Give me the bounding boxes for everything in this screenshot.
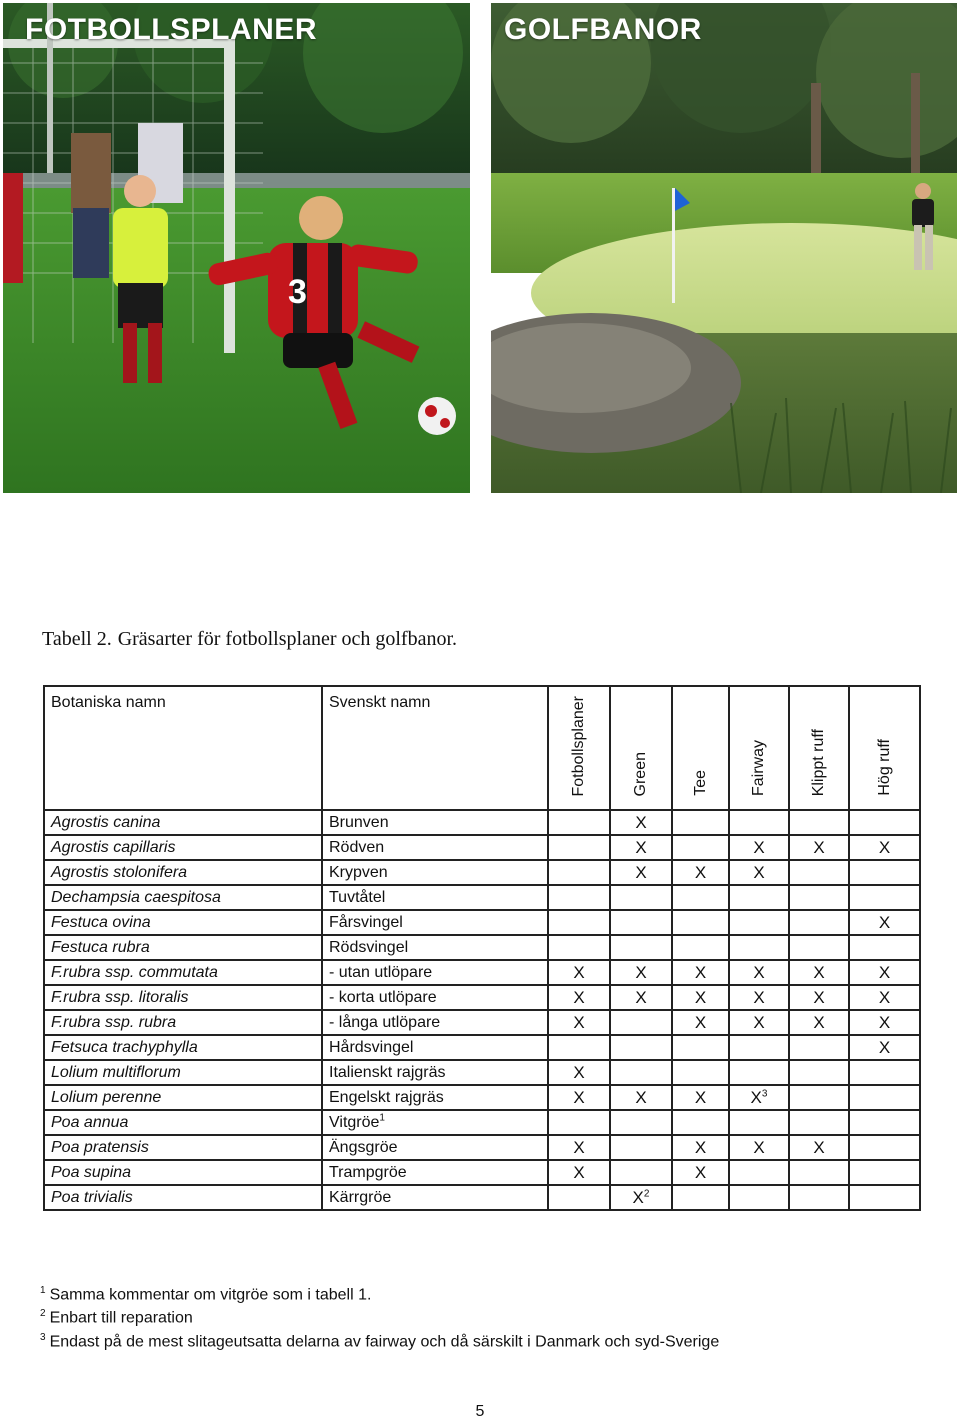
jersey-number: 3 [288,273,307,311]
table-row [44,1085,920,1110]
footnote [40,1328,719,1351]
footnote [40,1304,719,1327]
football-scene-illustration [3,3,470,493]
usage-mark-cell [789,1060,849,1085]
usage-mark: $X^3$ [750,1088,768,1107]
usage-mark-cell [548,1185,610,1210]
usage-mark-cell [548,1160,610,1185]
usage-mark-cell [548,1085,610,1110]
usage-mark-cell [729,885,789,910]
usage-mark-cell [672,985,729,1010]
usage-mark-cell [610,1185,672,1210]
swedish-name-cell [322,935,548,960]
usage-mark-cell [672,935,729,960]
usage-mark: X [753,963,765,982]
swedish-name-text: Rödven [329,839,385,856]
usage-mark-cell [672,1135,729,1160]
botanical-name-cell: Agrostis stolonifera [44,860,322,885]
table-row [44,1035,920,1060]
usage-mark: X [878,963,891,982]
usage-mark-cell [849,1185,920,1210]
swedish-name-text: Italienskt rajgräs [329,1064,446,1081]
header-klippt-ruff [789,686,849,810]
usage-mark-cell [548,810,610,835]
usage-mark: X [878,838,891,857]
usage-mark-cell [672,1185,729,1210]
table-row [44,985,920,1010]
usage-mark: X [694,963,707,982]
swedish-name-cell [322,910,548,935]
swedish-name-cell [322,1035,548,1060]
usage-mark-cell [849,1060,920,1085]
usage-mark-cell [610,910,672,935]
usage-mark: X [878,1038,891,1057]
usage-mark-cell [849,1160,920,1185]
usage-mark-cell [729,1085,789,1110]
swedish-name-text: Fårsvingel [329,914,403,931]
header-tee [672,686,729,810]
table-caption-label: Tabell 2. [42,628,112,650]
usage-mark-cell [789,810,849,835]
footnotes [40,1281,719,1351]
botanical-name-cell: Lolium perenne [44,1085,322,1110]
usage-mark-cell [789,960,849,985]
usage-mark-cell [789,985,849,1010]
header-fotbollsplaner [548,686,610,810]
swedish-name-cell [322,835,548,860]
usage-mark-cell [548,1035,610,1060]
football-photo-title: FOTBOLLSPLANER [25,13,317,46]
usage-mark-cell [729,935,789,960]
usage-mark-cell [789,1110,849,1135]
table-row [44,835,920,860]
usage-mark-cell [610,835,672,860]
footnote-number: 2 [40,1308,46,1320]
swedish-name-cell [322,1185,548,1210]
header-hog-ruff [849,686,920,810]
botanical-name-cell: Festuca ovina [44,910,322,935]
usage-mark-cell [610,1160,672,1185]
usage-mark-cell [672,1110,729,1135]
header-fairway-label: Fairway [750,739,767,796]
usage-mark-cell [849,935,920,960]
footnote-reference: 1 [379,1112,385,1124]
usage-mark-cell [849,835,920,860]
swedish-name-text: Engelskt rajgräs [329,1089,444,1106]
usage-mark: X [813,988,825,1007]
swedish-name-cell [322,810,548,835]
usage-mark-cell [672,885,729,910]
usage-mark: X [878,988,891,1007]
usage-mark-cell [672,1035,729,1060]
golf-scene-illustration [491,3,957,493]
usage-mark-cell [789,1185,849,1210]
usage-mark-cell [672,835,729,860]
usage-mark-cell [849,1085,920,1110]
swedish-name-cell [322,1160,548,1185]
usage-mark: X [573,1163,585,1182]
usage-mark-cell [548,1060,610,1085]
table-body [44,810,920,1210]
usage-mark-cell [789,1085,849,1110]
usage-mark-cell [849,860,920,885]
usage-mark: X [878,1013,891,1032]
swedish-name-cell [322,1110,548,1135]
swedish-name-cell [322,960,548,985]
table-row [44,1160,920,1185]
botanical-name-cell: Poa pratensis [44,1135,322,1160]
usage-mark-cell [789,860,849,885]
usage-mark-cell [849,910,920,935]
usage-mark: X [573,988,585,1007]
usage-mark: X [753,988,765,1007]
botanical-name-cell: Fetsuca trachyphylla [44,1035,322,1060]
usage-mark: X [635,863,647,882]
usage-mark-cell [610,985,672,1010]
usage-mark-cell [548,1110,610,1135]
usage-mark: X [694,1088,707,1107]
footnote-text: Enbart till reparation [49,1309,193,1327]
swedish-name-text: Kärrgröe [329,1189,392,1206]
usage-mark-cell [789,935,849,960]
botanical-name-cell: Festuca rubra [44,935,322,960]
usage-mark-cell [849,985,920,1010]
table-row [44,1185,920,1210]
golf-photo-title: GOLFBANOR [504,13,702,46]
footnote-text: Endast på de mest slitageutsatta delarna av fairway och då särskilt i Danmark och syd-Sverige [49,1332,720,1350]
usage-mark-cell [729,1160,789,1185]
usage-mark: X [573,963,585,982]
usage-mark-cell [789,1135,849,1160]
usage-mark: X [694,1163,707,1182]
usage-mark-cell [548,835,610,860]
table-row [44,810,920,835]
usage-mark-cell [729,1060,789,1085]
usage-mark-cell [729,860,789,885]
botanical-name-cell: Poa trivialis [44,1185,322,1210]
header-swedish-name: Svenskt namn [322,686,548,810]
usage-mark: X [573,1138,585,1157]
usage-mark-cell [548,860,610,885]
footnote-number: 3 [40,1331,46,1343]
usage-mark-cell [548,1135,610,1160]
usage-mark-cell [729,1035,789,1060]
botanical-name-cell: Lolium multiflorum [44,1060,322,1085]
usage-mark-cell [672,1060,729,1085]
table-caption [42,628,457,651]
usage-mark: X [813,838,825,857]
usage-mark-cell [849,810,920,835]
usage-mark-cell [610,960,672,985]
table-row [44,910,920,935]
usage-mark-cell [849,1110,920,1135]
usage-mark: X [573,1063,585,1082]
usage-mark-cell [548,935,610,960]
table-row [44,960,920,985]
botanical-name-cell: Dechampsia caespitosa [44,885,322,910]
grass-species-table [43,685,921,1211]
golf-photo [491,3,957,493]
footnote [40,1281,719,1304]
footnote-number: 1 [40,1285,46,1296]
usage-mark-cell [672,1160,729,1185]
usage-mark-cell [610,1010,672,1035]
usage-mark-cell [789,1035,849,1060]
swedish-name-text: Hårdsvingel [329,1039,414,1056]
swedish-name-cell [322,885,548,910]
table-header-row [44,686,920,810]
usage-mark: X [573,1013,585,1032]
swedish-name-text: - korta utlöpare [329,989,437,1006]
football-photo [3,3,470,493]
usage-mark-cell [610,1035,672,1060]
footnote-text: Samma kommentar om vitgröe som i tabell 1. [49,1286,372,1304]
page-number: 5 [475,1403,485,1420]
table-row [44,1010,920,1035]
usage-mark-cell [729,835,789,860]
usage-mark: X [635,813,647,832]
swedish-name-text: Krypven [329,864,388,881]
usage-mark-cell [672,1085,729,1110]
swedish-name-cell [322,1085,548,1110]
usage-mark: X [694,1013,707,1032]
usage-mark: X [878,913,891,932]
usage-mark-cell [729,960,789,985]
usage-mark: X [635,988,647,1007]
usage-mark: $X^2$ [632,1188,650,1207]
usage-mark: X [694,988,707,1007]
usage-mark: X [813,1138,825,1157]
swedish-name-cell [322,1060,548,1085]
usage-mark-cell [610,1110,672,1135]
usage-mark: X [813,963,825,982]
table-row [44,1110,920,1135]
table-row [44,860,920,885]
swedish-name-text: - långa utlöpare [329,1014,441,1031]
swedish-name-cell [322,1135,548,1160]
usage-mark-cell [610,1135,672,1160]
table-row [44,1135,920,1160]
botanical-name-cell: F.rubra ssp. rubra [44,1010,322,1035]
usage-mark: X [753,1138,765,1157]
botanical-name-cell: Agrostis capillaris [44,835,322,860]
usage-mark-cell [849,960,920,985]
header-botanical-name: Botaniska namn [44,686,322,810]
usage-mark-cell [789,910,849,935]
usage-mark-cell [789,835,849,860]
swedish-name-text: Rödsvingel [329,939,409,956]
usage-mark-cell [610,860,672,885]
usage-mark-cell [849,1010,920,1035]
swedish-name-text: Vitgröe [329,1114,380,1131]
usage-mark-cell [849,885,920,910]
usage-mark-cell [610,1085,672,1110]
usage-mark-cell [849,1135,920,1160]
table-caption-text: Gräsarter för fotbollsplaner och golfbanor. [117,628,458,650]
usage-mark-cell [548,1010,610,1035]
table-row [44,885,920,910]
usage-mark-cell [672,960,729,985]
usage-mark-cell [672,1010,729,1035]
usage-mark-cell [789,1160,849,1185]
usage-mark-cell [729,810,789,835]
usage-mark-cell [610,1060,672,1085]
usage-mark-cell [672,860,729,885]
usage-mark-cell [548,985,610,1010]
usage-mark: X [573,1088,585,1107]
botanical-name-cell: F.rubra ssp. litoralis [44,985,322,1010]
usage-mark: X [635,1088,647,1107]
swedish-name-text: - utan utlöpare [329,964,433,981]
header-fairway [729,686,789,810]
header-fotbollsplaner-label: Fotbollsplaner [570,695,587,796]
usage-mark-cell [729,1010,789,1035]
usage-mark-cell [729,1110,789,1135]
usage-mark-cell [849,1035,920,1060]
usage-mark-cell [548,910,610,935]
usage-mark: X [694,863,707,882]
usage-mark-cell [729,985,789,1010]
header-klippt-ruff-label: Klippt ruff [810,728,827,796]
botanical-name-cell: F.rubra ssp. commutata [44,960,322,985]
usage-mark-cell [610,885,672,910]
usage-mark-cell [672,810,729,835]
usage-mark-cell [548,960,610,985]
header-tee-label: Tee [691,770,709,796]
swedish-name-text: Trampgröe [329,1164,407,1181]
table-row [44,1060,920,1085]
usage-mark-cell [672,910,729,935]
swedish-name-cell [322,860,548,885]
usage-mark-cell [789,1010,849,1035]
swedish-name-text: Tuvtåtel [329,889,386,906]
usage-mark-cell [610,810,672,835]
usage-mark: X [635,963,647,982]
botanical-name-cell: Poa annua [44,1110,322,1135]
swedish-name-text: Brunven [329,814,389,831]
header-hog-ruff-label: Hög ruff [875,739,893,796]
usage-mark: X [813,1013,825,1032]
usage-mark-cell [610,935,672,960]
swedish-name-text: Ängsgröe [329,1139,398,1156]
usage-mark: X [635,838,647,857]
swedish-name-cell [322,1010,548,1035]
swedish-name-cell [322,985,548,1010]
usage-mark-cell [548,885,610,910]
footnote-reference: 2 [643,1188,650,1200]
header-green [610,686,672,810]
usage-mark-cell [729,1185,789,1210]
usage-mark: X [753,838,765,857]
footnote-reference: 3 [761,1088,768,1100]
usage-mark-cell [729,910,789,935]
usage-mark: X [694,1138,707,1157]
header-green-label: Green [632,751,649,796]
botanical-name-cell: Poa supina [44,1160,322,1185]
usage-mark: X [753,1013,765,1032]
usage-mark-cell [729,1135,789,1160]
table-row [44,935,920,960]
botanical-name-cell: Agrostis canina [44,810,322,835]
usage-mark-cell [789,885,849,910]
usage-mark: X [753,863,765,882]
